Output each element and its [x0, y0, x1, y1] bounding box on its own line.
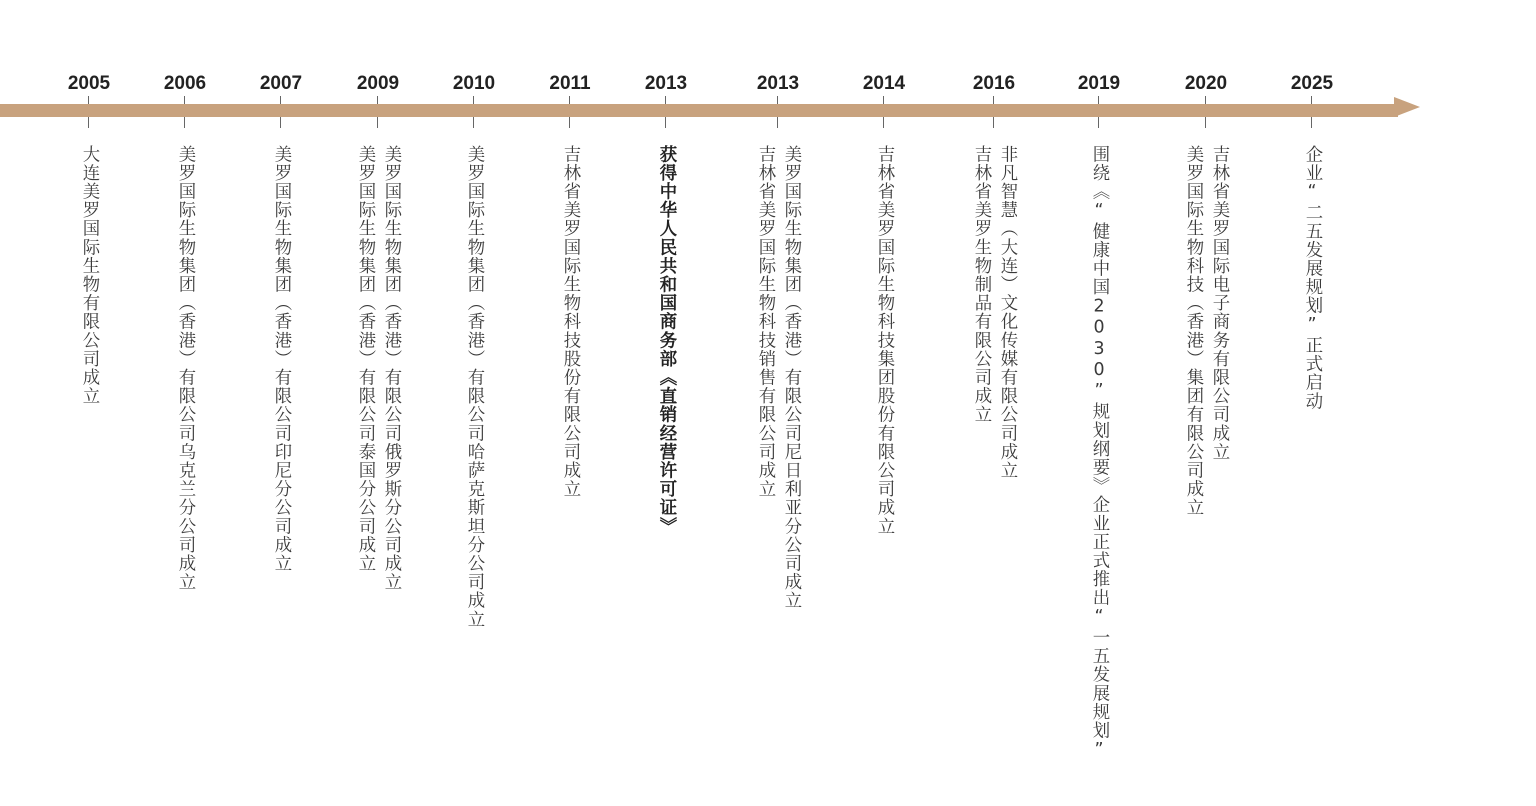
event-year: 2007: [259, 73, 303, 94]
event-text: 吉林省美罗国际电子商务有限公司成立: [1209, 145, 1229, 462]
tick-mark: [280, 96, 281, 104]
event-text: 吉林省美罗国际生物科技股份有限公司成立: [560, 145, 580, 499]
tick-mark: [569, 96, 570, 104]
tick-mark: [777, 117, 778, 128]
tick-mark: [88, 117, 89, 128]
event-description: [972, 145, 1016, 480]
tick-mark: [993, 117, 994, 128]
event-year: 2009: [356, 73, 400, 94]
event-text: 非凡智慧（大连）文化传媒有限公司成立: [997, 145, 1017, 480]
event-description: [875, 145, 893, 536]
event-year: 2020: [1184, 73, 1228, 94]
event-description: [657, 145, 675, 536]
event-text: 美罗国际生物集团（香港）有限公司乌克兰分公司成立: [175, 145, 195, 592]
event-year: 2013: [756, 73, 800, 94]
event-description: [561, 145, 579, 498]
arrow-head-icon: [1394, 97, 1420, 117]
event-text: 美罗国际生物集团（香港）有限公司尼日利亚分公司成立: [781, 145, 801, 610]
event-text: 企业“二五发展规划”正式启动: [1302, 145, 1322, 411]
event-text: 获得中华人民共和国商务部《直销经营许可证》: [656, 145, 676, 536]
tick-mark: [1311, 96, 1312, 104]
event-text: 吉林省美罗国际生物科技集团股份有限公司成立: [874, 145, 894, 536]
event-text: 美罗国际生物科技（香港）集团有限公司成立: [1183, 145, 1203, 517]
tick-mark: [473, 117, 474, 128]
timeline-axis: [0, 104, 1398, 117]
tick-mark: [377, 117, 378, 128]
event-year: 2014: [862, 73, 906, 94]
event-description: [1090, 145, 1108, 761]
event-description: [756, 145, 800, 610]
tick-mark: [1098, 117, 1099, 128]
event-year: 2010: [452, 73, 496, 94]
tick-mark: [88, 96, 89, 104]
event-text: 吉林省美罗国际生物科技销售有限公司成立: [755, 145, 775, 499]
tick-mark: [184, 117, 185, 128]
tick-mark: [883, 96, 884, 104]
tick-mark: [993, 96, 994, 104]
event-description: [272, 145, 290, 573]
tick-mark: [665, 117, 666, 128]
event-year: 2011: [549, 73, 591, 94]
event-description: [80, 145, 98, 405]
tick-mark: [665, 96, 666, 104]
event-year: 2025: [1290, 73, 1334, 94]
tick-mark: [569, 117, 570, 128]
tick-mark: [280, 117, 281, 128]
event-text: 大连美罗国际生物有限公司成立: [79, 145, 99, 406]
tick-mark: [184, 96, 185, 104]
event-year: 2019: [1077, 73, 1121, 94]
event-description: [465, 145, 483, 629]
event-text: 围绕《“健康中国2030”规划纲要》企业正式推出“一五发展规划”: [1089, 145, 1109, 761]
event-year: 2013: [644, 73, 688, 94]
event-year: 2016: [972, 73, 1016, 94]
tick-mark: [883, 117, 884, 128]
event-year: 2005: [67, 73, 111, 94]
tick-mark: [377, 96, 378, 104]
tick-mark: [1205, 117, 1206, 128]
event-text: 吉林省美罗生物制品有限公司成立: [971, 145, 991, 424]
event-text: 美罗国际生物集团（香港）有限公司哈萨克斯坦分公司成立: [464, 145, 484, 629]
event-description: [1184, 145, 1228, 517]
tick-mark: [1098, 96, 1099, 104]
tick-mark: [473, 96, 474, 104]
event-text: 美罗国际生物集团（香港）有限公司印尼分公司成立: [271, 145, 291, 573]
tick-mark: [1205, 96, 1206, 104]
event-description: [1303, 145, 1321, 411]
event-text: 美罗国际生物集团（香港）有限公司俄罗斯分公司成立: [381, 145, 401, 592]
event-description: [356, 145, 400, 591]
event-year: 2006: [163, 73, 207, 94]
tick-mark: [777, 96, 778, 104]
event-description: [176, 145, 194, 591]
event-text: 美罗国际生物集团（香港）有限公司泰国分公司成立: [355, 145, 375, 573]
tick-mark: [1311, 117, 1312, 128]
